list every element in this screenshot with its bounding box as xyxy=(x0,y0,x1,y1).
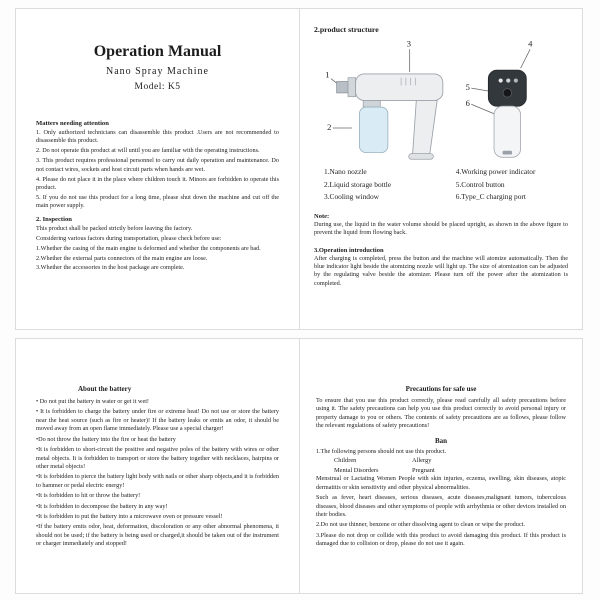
attention-list xyxy=(36,129,279,211)
handle-base-part xyxy=(409,154,434,160)
battery-item: •It is forbidden to pierce the battery light body with nails or other sharp objects,and it is forbidden to hammer or pedal electric energy! xyxy=(36,473,279,489)
callout-5: 5 xyxy=(465,82,470,93)
ban-item: 3.Please do not drop or collide with this product to avoid damaging this product. If this product is damaged due to collision or drop, please do not use it again. xyxy=(316,531,566,548)
gun-handle-part xyxy=(413,100,438,155)
battery-item: •If the battery emits odor, heat, deformation, discoloration or any other abnormal phenomena, it should not be used; if the battery is being used or charged,it should be taken out of the instrument or charger immediately and stopped! xyxy=(36,523,279,548)
inspection-item: 2.Whether the external parts connectors of the main engine are loose. xyxy=(36,254,208,262)
attention-item: 5. If you do not use this product for a long time, please shut down the machine and cut off the main power supply. xyxy=(36,193,279,210)
attention-heading: Matters needing attention xyxy=(36,120,109,127)
inspection-heading: 2. Inspection xyxy=(36,215,72,223)
legend-item-nano-nozzle: 1.Nano nozzle xyxy=(324,167,367,176)
battery-item: •It is forbidden to short-circuit the positive and negative poles of the battery with wires or other metal objects. It is forbidden to transport or store the battery together with necklaces, hairpins or other metal objects! xyxy=(36,446,279,470)
ban-line-1: 1.The following persons should not use this product. xyxy=(316,447,447,455)
inspection-intro: This product shall be packed strictly before leaving the factory. xyxy=(36,224,193,232)
ban-cell: Children xyxy=(334,457,357,465)
ban-paragraph: Menstrual or Lactating Women People with skin injuries, eczema, swelling, skin diseases, atopic dermatitis or skin sensitivity and other physical abnormalities. xyxy=(316,475,566,491)
legend-column-left xyxy=(324,166,456,204)
page2-right-column xyxy=(299,339,582,593)
callout-1: 1 xyxy=(325,69,330,80)
attention-item: 1. Only authorized technicians can disassemble this product .Users are not recommended to disassemble this product. xyxy=(36,129,279,145)
ban-heading: Ban xyxy=(434,436,448,445)
nozzle-ring-part xyxy=(348,78,356,97)
indicator-dot xyxy=(506,78,510,82)
operation-heading: 3.Operation introduction xyxy=(314,246,384,254)
battery-item: •It is forbidden to put the battery into a microwave oven or pressure vessel! xyxy=(36,513,223,521)
page-2 xyxy=(15,338,583,594)
back-head-part xyxy=(488,70,526,106)
callout-3: 3 xyxy=(406,38,412,49)
battery-item: • It is forbidden to charge the battery under fire or extreme heat! Do not use or store the battery near the heat source (such as fire or heater)! If the battery leaks or emits an odor, it should be moved away from an open flame immediately. Please use a special charger! xyxy=(36,408,279,433)
legend-column-right xyxy=(456,166,536,204)
inspection-item: 1.Whether the casing of the main engine is deformed and whether the components are bad. xyxy=(36,244,261,252)
liquid-bottle-part xyxy=(359,107,387,153)
battery-list xyxy=(36,398,279,549)
back-handle-part xyxy=(494,106,521,157)
control-button-part xyxy=(503,89,512,98)
indicator-dot xyxy=(514,78,518,82)
manual-title: Operation Manual xyxy=(93,43,222,60)
inspection-list xyxy=(36,225,279,273)
battery-item: • Do not put the battery in water or get it wet! xyxy=(36,398,149,405)
manual-model: Model: K5 xyxy=(134,82,181,92)
attention-item: 4. Please do not place it in the place where children touch it. Minors are forbidden to operate this product. xyxy=(36,175,279,192)
legend-item-control-button: 5.Control button xyxy=(455,179,505,189)
callout-6: 6 xyxy=(465,98,470,109)
ban-cell: Allergy xyxy=(412,457,432,465)
battery-item: •It is forbidden to decompose the battery in any way! xyxy=(36,502,168,510)
legend-item-charging-port: 6.Type_C charging port xyxy=(455,192,526,202)
callout-4: 4 xyxy=(528,38,533,49)
nano-nozzle-part xyxy=(337,82,348,93)
bottle-cap-part xyxy=(363,100,380,107)
callout-2: 2 xyxy=(327,121,332,132)
attention-item: 3. This product requires professional personnel to carry out daily operation and maintenance. Do not contact wires, sockets and host circuit parts when hands are wet. xyxy=(36,157,279,173)
battery-item: •It is forbidden to hit or throw the battery! xyxy=(36,492,141,500)
product-structure-diagram xyxy=(318,36,562,164)
note-heading: Note: xyxy=(314,212,330,220)
ban-cell: Pregnant xyxy=(412,466,435,474)
structure-legend xyxy=(324,166,568,204)
ban-cell: Mental Disorders xyxy=(334,466,379,474)
ban-paragraph: Such as fever, heart diseases, serious diseases, acute diseases,malignant tumors, tuberculous diseases, blood diseases and other symptoms of people with arrhythmia or other devices installed on their bodies. xyxy=(316,494,566,519)
structure-heading: 2.product structure xyxy=(314,25,379,34)
page1-right-column xyxy=(299,9,582,329)
manual-subtitle: Nano Spray Machine xyxy=(106,66,209,77)
ban-item: 2.Do not use thinner, benzene or other dissolving agent to clean or wipe the product. xyxy=(316,521,525,529)
attention-item: 2. Do not operate this product at will until you are familiar with the operating instructions. xyxy=(36,147,260,155)
legend-item-power-indicator: 4.Working power indicator xyxy=(455,167,536,176)
battery-heading: About the battery xyxy=(78,385,132,393)
ban-table-row xyxy=(316,456,566,466)
precautions-intro: To ensure that you use this product correctly, please read carefully all safety precautions before using it. The safety precautions can help you use this product correctly to avoid personal injury or property damage to you or others. The contents of safety precautions are as follows, please follow the relevant regulations of safety precautions! xyxy=(316,397,566,430)
ban-table-row xyxy=(316,466,566,476)
typec-port-part xyxy=(503,151,512,155)
indicator-dot xyxy=(499,78,503,82)
legend-item-liquid-bottle: 2.Liquid storage bottle xyxy=(324,179,392,189)
page2-left-column xyxy=(16,339,299,593)
page1-left-column xyxy=(16,9,299,329)
gun-body-part xyxy=(356,74,443,101)
page-1 xyxy=(15,8,583,330)
inspection-item: 3.Whether the accessories in the host package are complete. xyxy=(36,264,185,272)
precautions-heading: Precautions for safe use xyxy=(405,385,477,393)
inspection-intro: Considering various factors during transportation, please check before use: xyxy=(36,234,222,242)
operation-text: After charging is completed, press the button and the machine will atomize automatically. Then the blue indicator light beside the atomizing nozzle will light up. The size of atomization can be adjusted by the regulating valve beside the atomizer. Please turn off the power after the atomization is completed. xyxy=(314,254,568,287)
callout-line xyxy=(471,88,488,91)
battery-item: •Do not throw the battery into the fire or heat the battery xyxy=(36,435,176,443)
callout-line xyxy=(521,49,530,68)
note-text: During use, the liquid in the water volume should be placed upright, as shown in the above figure to prevent the liquid from flowing back. xyxy=(314,220,568,237)
callout-line xyxy=(471,104,494,113)
legend-item-cooling-window: 3.Cooling window xyxy=(324,192,380,202)
